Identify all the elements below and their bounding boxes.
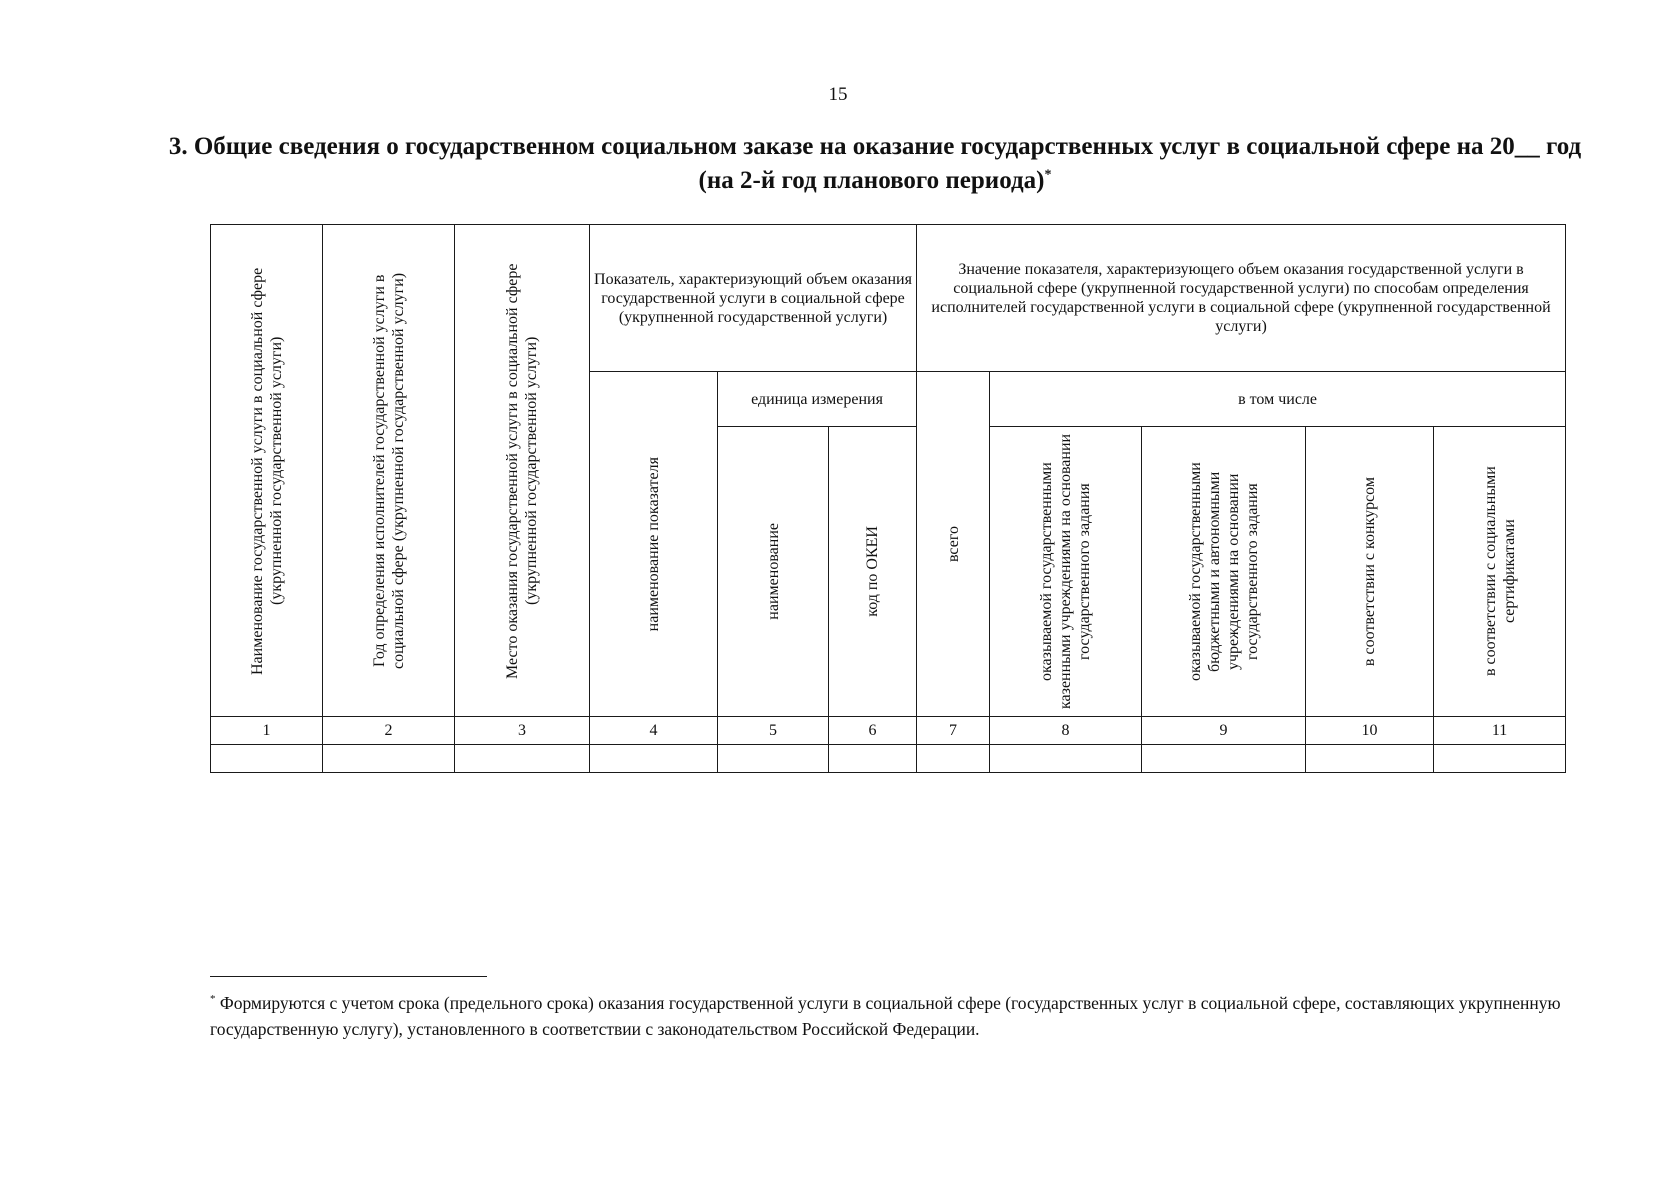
column-number: 1 [211,717,323,745]
header-col-3 [455,225,590,717]
table-cell [1434,745,1566,773]
header-col-9-text: оказываемой государственными бюджетными и автономными учреждениями на основании государственного задания [1186,462,1261,681]
table-cell [455,745,590,773]
column-number: 8 [990,717,1142,745]
column-number: 4 [590,717,718,745]
header-col-7-text: всего [944,525,962,563]
header-col-8 [990,427,1142,717]
footnote-divider [210,976,487,977]
column-number: 3 [455,717,590,745]
column-number: 10 [1306,717,1434,745]
header-col-11 [1434,427,1566,717]
header-col-2 [323,225,455,717]
header-including-group: в том числе [990,372,1566,427]
page-title-text: 3. Общие сведения о государственном социальном заказе на оказание государственных услуг в социальной сфере на 20__ год (на 2-й год планового периода) [168,133,1582,194]
table-cell [990,745,1142,773]
header-col-2-text: Год определения исполнителей государственной услуги в социальной сфере (укрупненной государственной услуги) [370,272,407,669]
header-col-7 [917,372,990,717]
table-cell [1306,745,1434,773]
header-col-1 [211,225,323,717]
header-indicator-group-text: Показатель, характеризующий объем оказания государственной услуги в социальной сфере (укрупненной государственной услуги) [594,270,912,326]
footnote-text: Формируются с учетом срока (предельного срока) оказания государственной услуги в социальной сфере (государственных услуг в социальной сфере, составляющих укрупненную государственную услугу), установленного в соответствии с законодательством Российской Федерации. [210,993,1561,1039]
footnote-marker: * [210,993,216,1006]
header-unit-group: единица измерения [718,372,917,427]
header-value-group [917,225,1566,372]
header-col-5-text: наименование [764,523,782,620]
table-cell [590,745,718,773]
social-order-table [210,224,1566,773]
column-number: 7 [917,717,990,745]
header-col-6-text: код по ОКЕИ [864,526,882,617]
column-number: 9 [1142,717,1306,745]
header-col-5 [718,427,829,717]
header-col-11-text: в соответствии с социальными сертификатами [1481,466,1518,677]
header-value-group-text: Значение показателя, характеризующего объем оказания государственной услуги в социальной сфере (укрупненной государственной услуги) по способам определения исполнителей государственной услуги в социальной сфере (укрупненной государственной услуги) [931,261,1551,335]
table-cell [323,745,455,773]
header-col-1-text: Наименование государственной услуги в социальной сфере (укрупненной государственной услуги) [248,266,285,675]
header-col-3-text: Место оказания государственной услуги в социальной сфере (укрупненной государственной услуги) [504,262,540,679]
header-col-6 [829,427,917,717]
header-col-8-text: оказываемой государственными казенными учреждениями на основании государственного задания [1038,433,1094,710]
header-col-10 [1306,427,1434,717]
column-number: 6 [829,717,917,745]
header-indicator-group [590,225,917,372]
empty-data-row [211,745,1566,773]
title-footnote-marker: * [1044,167,1052,183]
column-number-row [211,717,1566,745]
table-cell [829,745,917,773]
footnote [210,990,1580,1042]
header-row-1 [211,225,1566,372]
table-cell [1142,745,1306,773]
page-number: 15 [828,84,848,105]
table-cell [718,745,829,773]
table-cell [917,745,990,773]
column-number: 5 [718,717,829,745]
header-col-10-text: в соответствии с конкурсом [1361,476,1379,667]
header-col-4-text: наименование показателя [645,456,662,632]
column-number: 2 [323,717,455,745]
table-cell [211,745,323,773]
column-number: 11 [1434,717,1566,745]
page-title [160,130,1590,198]
header-col-9 [1142,427,1306,717]
header-col-4 [590,372,718,717]
